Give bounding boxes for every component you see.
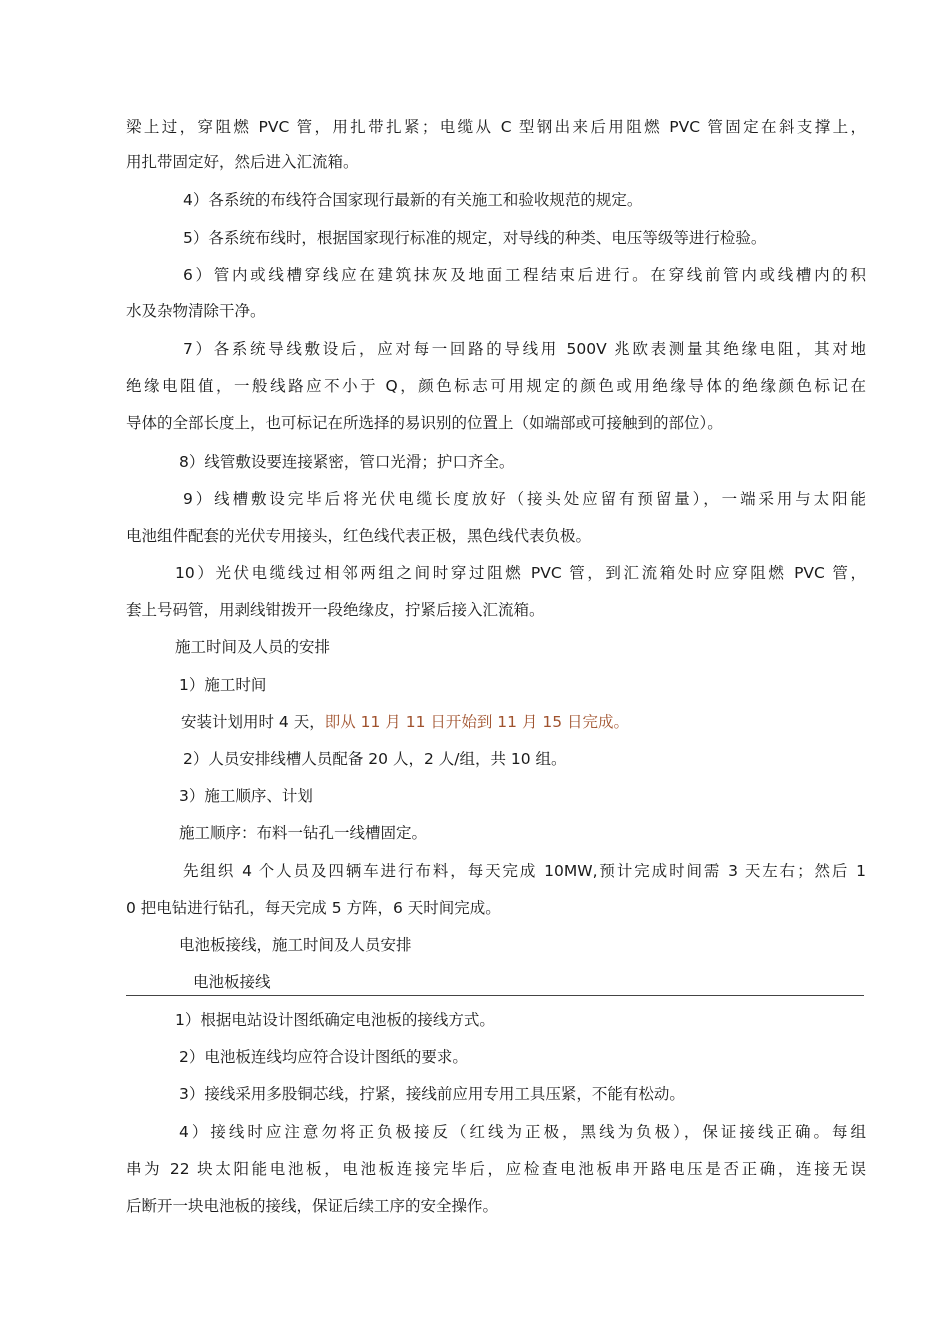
list-item: 7）各系统导线敷设后，应对每一回路的导线用 500V 兆欧表测量其绝缘电阻，其对地 — [183, 340, 866, 358]
text-line: 施工顺序：布料一钻孔一线槽固定。 — [179, 824, 428, 842]
text-line: 套上号码管，用剥线钳拨开一段绝缘皮，拧紧后接入汇流箱。 — [126, 601, 545, 619]
text-line: 绝缘电阻值，一般线路应不小于 Q，颜色标志可用规定的颜色或用绝缘导体的绝缘颜色标记在 — [126, 377, 866, 395]
subsection-heading: 电池板接线 — [193, 973, 271, 991]
schedule-line — [181, 712, 866, 732]
list-item: 4）接线时应注意勿将正负极接反（红线为正极，黑线为负极），保证接线正确。每组 — [179, 1123, 866, 1141]
text-line: 串为 22 块太阳能电池板，电池板连接完毕后，应检查电池板串开路电压是否正确，连接无误 — [126, 1160, 866, 1178]
text-line: 电池组件配套的光伏专用接头，红色线代表正极，黑色线代表负极。 — [126, 527, 592, 545]
schedule-text: 安装计划用时 4 天， — [181, 713, 325, 731]
schedule-highlight: 即从 11 月 11 日开始到 11 月 15 日完成。 — [324, 713, 630, 731]
divider — [126, 995, 864, 996]
text-line: 0 把电钻进行钻孔，每天完成 5 方阵，6 天时间完成。 — [126, 899, 501, 917]
list-item: 2）人员安排线槽人员配备 20 人，2 人/组，共 10 组。 — [183, 750, 567, 768]
subsection-heading: 3）施工顺序、计划 — [179, 787, 313, 805]
text-line: 水及杂物清除干净。 — [126, 302, 266, 320]
text-line: 梁上过，穿阻燃 PVC 管，用扎带扎紧；电缆从 C 型钢出来后用阻燃 PVC 管固定在斜支撑上， — [126, 118, 866, 136]
text-line: 先组织 4 个人员及四辆车进行布料，每天完成 10MW,预计完成时间需 3 天左右；然后 1 — [183, 862, 866, 880]
list-item: 2）电池板连线均应符合设计图纸的要求。 — [179, 1048, 468, 1066]
list-item: 8）线管敷设要连接紧密，管口光滑；护口齐全。 — [179, 453, 515, 471]
text-line: 导体的全部长度上，也可标记在所选择的易识别的位置上（如端部或可接触到的部位）。 — [126, 414, 723, 432]
text-line: 后断开一块电池板的接线，保证后续工序的安全操作。 — [126, 1197, 499, 1215]
list-item: 9）线槽敷设完毕后将光伏电缆长度放好（接头处应留有预留量），一端采用与太阳能 — [183, 490, 866, 508]
list-item: 5）各系统布线时，根据国家现行标准的规定，对导线的种类、电压等级等进行检验。 — [183, 229, 767, 247]
text-line: 用扎带固定好，然后进入汇流箱。 — [126, 153, 359, 171]
list-item: 10）光伏电缆线过相邻两组之间时穿过阻燃 PVC 管，到汇流箱处时应穿阻燃 PVC 管， — [175, 564, 866, 582]
section-heading: 施工时间及人员的安排 — [175, 638, 331, 656]
list-item: 6）管内或线槽穿线应在建筑抹灰及地面工程结束后进行。在穿线前管内或线槽内的积 — [183, 266, 866, 284]
list-item: 4）各系统的布线符合国家现行最新的有关施工和验收规范的规定。 — [183, 191, 643, 209]
subsection-heading: 1）施工时间 — [179, 676, 267, 694]
list-item: 3）接线采用多股铜芯线，拧紧，接线前应用专用工具压紧，不能有松动。 — [179, 1085, 685, 1103]
list-item: 1）根据电站设计图纸确定电池板的接线方式。 — [175, 1011, 495, 1029]
section-heading: 电池板接线，施工时间及人员安排 — [179, 936, 412, 954]
